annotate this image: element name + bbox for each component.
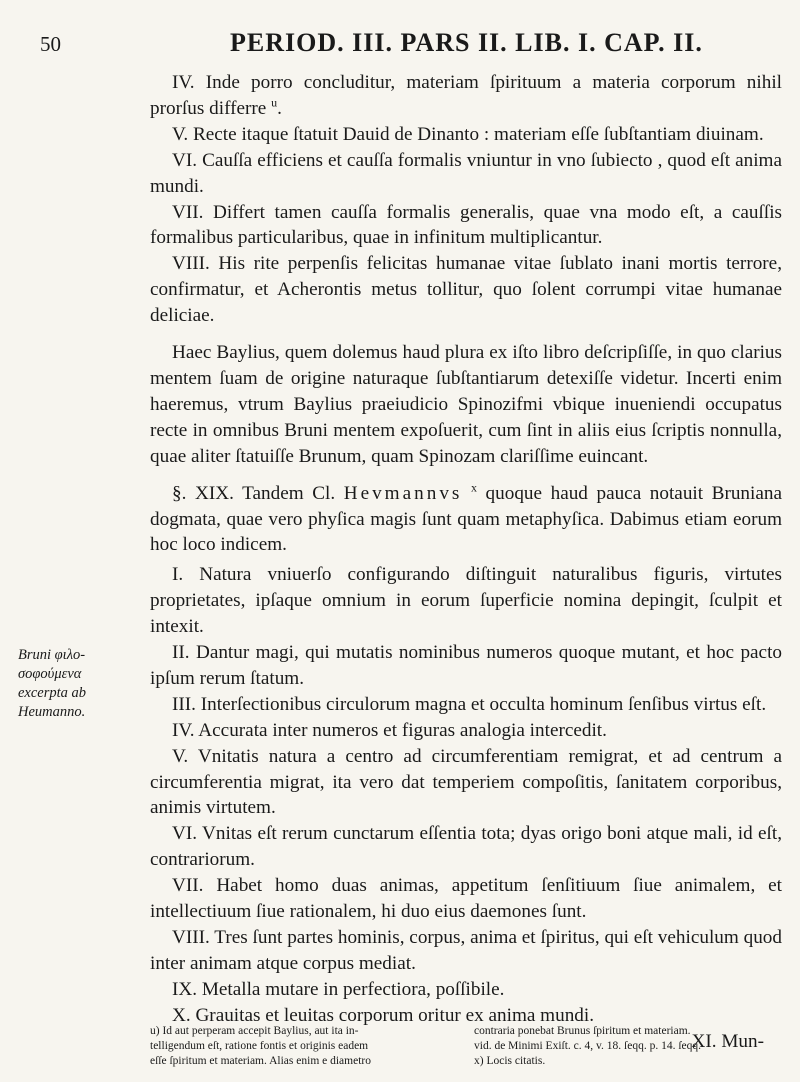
- section-xix: §. XIX. Tandem Cl. Hevmannvs $^x$ quoque haud pauca notauit Bruniana dogmata, quae vero phyſica magis ſunt quam metaphyſica. Dabimus etiam eorum hoc loco indicem.: [150, 480, 782, 556]
- list-item: VIII. Tres ſunt partes hominis, corpus, anima et ſpiritus, qui eſt vehiculum quod inter animam atque corpus mediat.: [150, 927, 782, 974]
- list-item: II. Dantur magi, qui mutatis nominibus numeros quoque mutant, et hoc pacto ipſum rerum ſtatum.: [150, 642, 782, 689]
- list-item: V. Vnitatis natura a centro ad circumferentiam remigrat, et ad centrum a circumferentia migrat, ita vero dat temperiem compoſitis, ſanitatem corporibus, animis virtutem.: [150, 745, 782, 819]
- page-number: 50: [40, 32, 61, 56]
- list-item: I. Natura vniuerſo configurando diſtinguit naturalibus figuris, virtutes proprietates, ipſaque omnium in eorum ſuperficie nomina depingit, ſculpit et intexit.: [150, 564, 782, 638]
- running-head: PERIOD. III. PARS II. LIB. I. CAP. II.: [230, 28, 703, 57]
- list-item: III. Interſectionibus circulorum magna et occulta hominum ſenſibus virtus eſt.: [172, 693, 767, 715]
- footnote-ref-u: u: [271, 95, 278, 110]
- list-item: IX. Metalla mutare in perfectiora, poſſibile.: [172, 978, 505, 1000]
- commentary-paragraph: Haec Baylius, quem dolemus haud plura ex iſto libro deſcripſiſſe, in quo clarius mentem ſuam de origine naturaque ſubſtantiarum detexiſſe videtur. Incerti enim haeremus, vtrum Baylius praeiudicio Spinozifmi vbique inueniendi occupatus recte in omnibus Bruni mentem expoſuerit, cum ſint in aliis eius ſcriptis nonnulla, quae aliter ſtatuiſſe Brunum, quam Spinozam clariſſime euincant.: [150, 342, 782, 467]
- intro-item: VIII. His rite perpenſis felicitas humanae vitae ſublato inani mortis terrore, confirmatur, et Acherontis metus tollitur, quo ſolent corrumpi vitae humanae deliciae.: [150, 253, 782, 327]
- list-item: X. Grauitas et leuitas corporum oritur ex anima mundi.: [172, 1004, 595, 1026]
- page-header: [40, 28, 780, 68]
- catchword: XI. Mun-: [691, 1030, 764, 1052]
- list-item: VI. Vnitas eſt rerum cunctarum eſſentia tota; dyas origo boni atque mali, id eſt, contrariorum.: [150, 823, 782, 871]
- list-item: VII. Habet homo duas animas, appetitum ſenſitiuum ſiue animalem, et intellectiuum ſiue rationalem, hi duo eius daemones ſunt.: [150, 875, 782, 923]
- intro-item: VII. Differt tamen cauſſa formalis generalis, quae vna modo eſt, a cauſſis formalibus particularibus, quae in infinitum multiplicantur.: [150, 201, 782, 249]
- section-marker: §. XIX.: [172, 482, 234, 504]
- footnote-column-left: u) Id aut perperam accepit Baylius, aut ita in- telligendum eſt, ratione fontis et originis eadem eſſe ſpiritum et materiam. Alias enim e diametro: [150, 1025, 371, 1067]
- intro-item: IV. Inde porro concluditur, materiam ſpirituum a materia corporum nihil prorſus differre $^u$.: [150, 72, 782, 119]
- margin-note: Bruni φιλο- σοφούμενα excerpta ab Heumanno.: [18, 647, 87, 720]
- footnote-ref-x: x: [470, 480, 477, 495]
- main-text: [150, 70, 782, 1055]
- intro-item: V. Recte itaque ſtatuit Dauid de Dinanto : materiam eſſe ſubſtantiam diuinam.: [172, 123, 764, 145]
- list-item: IV. Accurata inter numeros et figuras analogia intercedit.: [172, 719, 607, 741]
- author-name: Hevmannvs: [343, 482, 463, 504]
- footnote-column-right: contraria ponebat Brunus ſpiritum et materiam. vid. de Minimi Exiſt. c. 4, v. 18. ſeqq. p. 14. ſeqq. x) Locis citatis.: [474, 1025, 701, 1067]
- intro-item: VI. Cauſſa efficiens et cauſſa formalis vniuntur in vno ſubiecto , quod eſt anima mundi.: [150, 149, 782, 197]
